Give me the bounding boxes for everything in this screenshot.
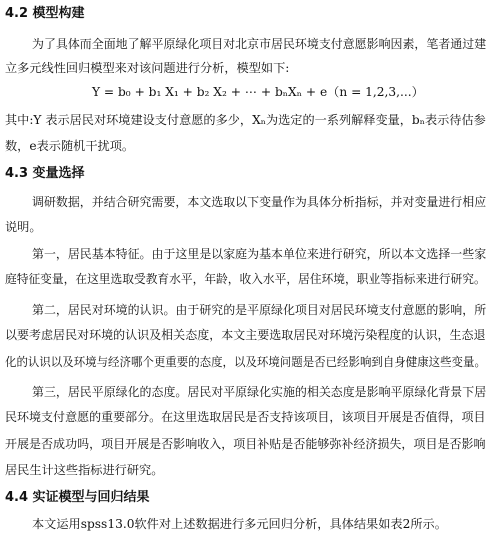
paragraph-line: 第一，居民基本特征。由于这里是以家庭为基本单位来进行研究，所以本文选择一些家 xyxy=(32,247,487,261)
paragraph-line: 化的认识以及环境与经济哪个更重要的态度，以及环境问题是否已经影响到自身健康这些变量。 xyxy=(5,355,486,369)
section-heading-variable-selection: 4.3 变量选择 xyxy=(5,166,85,181)
paragraph-line: 立多元线性回归模型来对该问题进行分析，模型如下: xyxy=(5,61,290,75)
paragraph-line: 居民生计这些指标进行研究。 xyxy=(5,463,164,477)
section-heading-empirical-model: 4.4 实证模型与回归结果 xyxy=(5,490,150,505)
section-heading-model-construction: 4.2 模型构建 xyxy=(5,6,85,21)
paragraph-line: 开展是否成功吗，项目开展是否影响收入，项目补贴是否能够弥补经济损失，项目是否影响 xyxy=(5,437,486,451)
paragraph-line: 为了具体而全面地了解平原绿化项目对北京市居民环境支付意愿影响因素，笔者通过建 xyxy=(32,37,487,51)
paragraph-line: 说明。 xyxy=(5,220,42,234)
paragraph-line: 以要考虑居民对环境的认识及相关态度，本文主要选取居民对环境污染程度的认识，生态退 xyxy=(5,328,486,342)
paragraph-line: 庭特征变量，在这里选取受教育水平，年龄，收入水平，居住环境，职业等指标来进行研究。 xyxy=(5,272,486,286)
paragraph-line: 数，e表示随机干扰项。 xyxy=(5,139,135,153)
paragraph-line: 第二，居民对环境的认识。由于研究的是平原绿化项目对居民环境支付意愿的影响，所 xyxy=(32,303,487,317)
paragraph-line: 民环境支付意愿的重要部分。在这里选取居民是否支持该项目，该项目开展是否值得，项目 xyxy=(5,410,486,424)
regression-formula: Y = b₀ + b₁ X₁ + b₂ X₂ + ⋯ + bₙXₙ + e（n = 1,2,3,...） xyxy=(92,85,424,99)
paragraph-line: 本文运用spss13.0软件对上述数据进行多元回归分析，具体结果如表2所示。 xyxy=(32,517,447,531)
paragraph-line: 其中:Y 表示居民对环境建设支付意愿的多少，Xₙ为选定的一系列解释变量，bₙ表示待估参 xyxy=(5,113,486,127)
paragraph-line: 第三，居民平原绿化的态度。居民对平原绿化实施的相关态度是影响平原绿化背景下居 xyxy=(32,385,487,399)
paragraph-line: 调研数据，并结合研究需要，本文选取以下变量作为具体分析指标，并对变量进行相应 xyxy=(32,195,487,209)
